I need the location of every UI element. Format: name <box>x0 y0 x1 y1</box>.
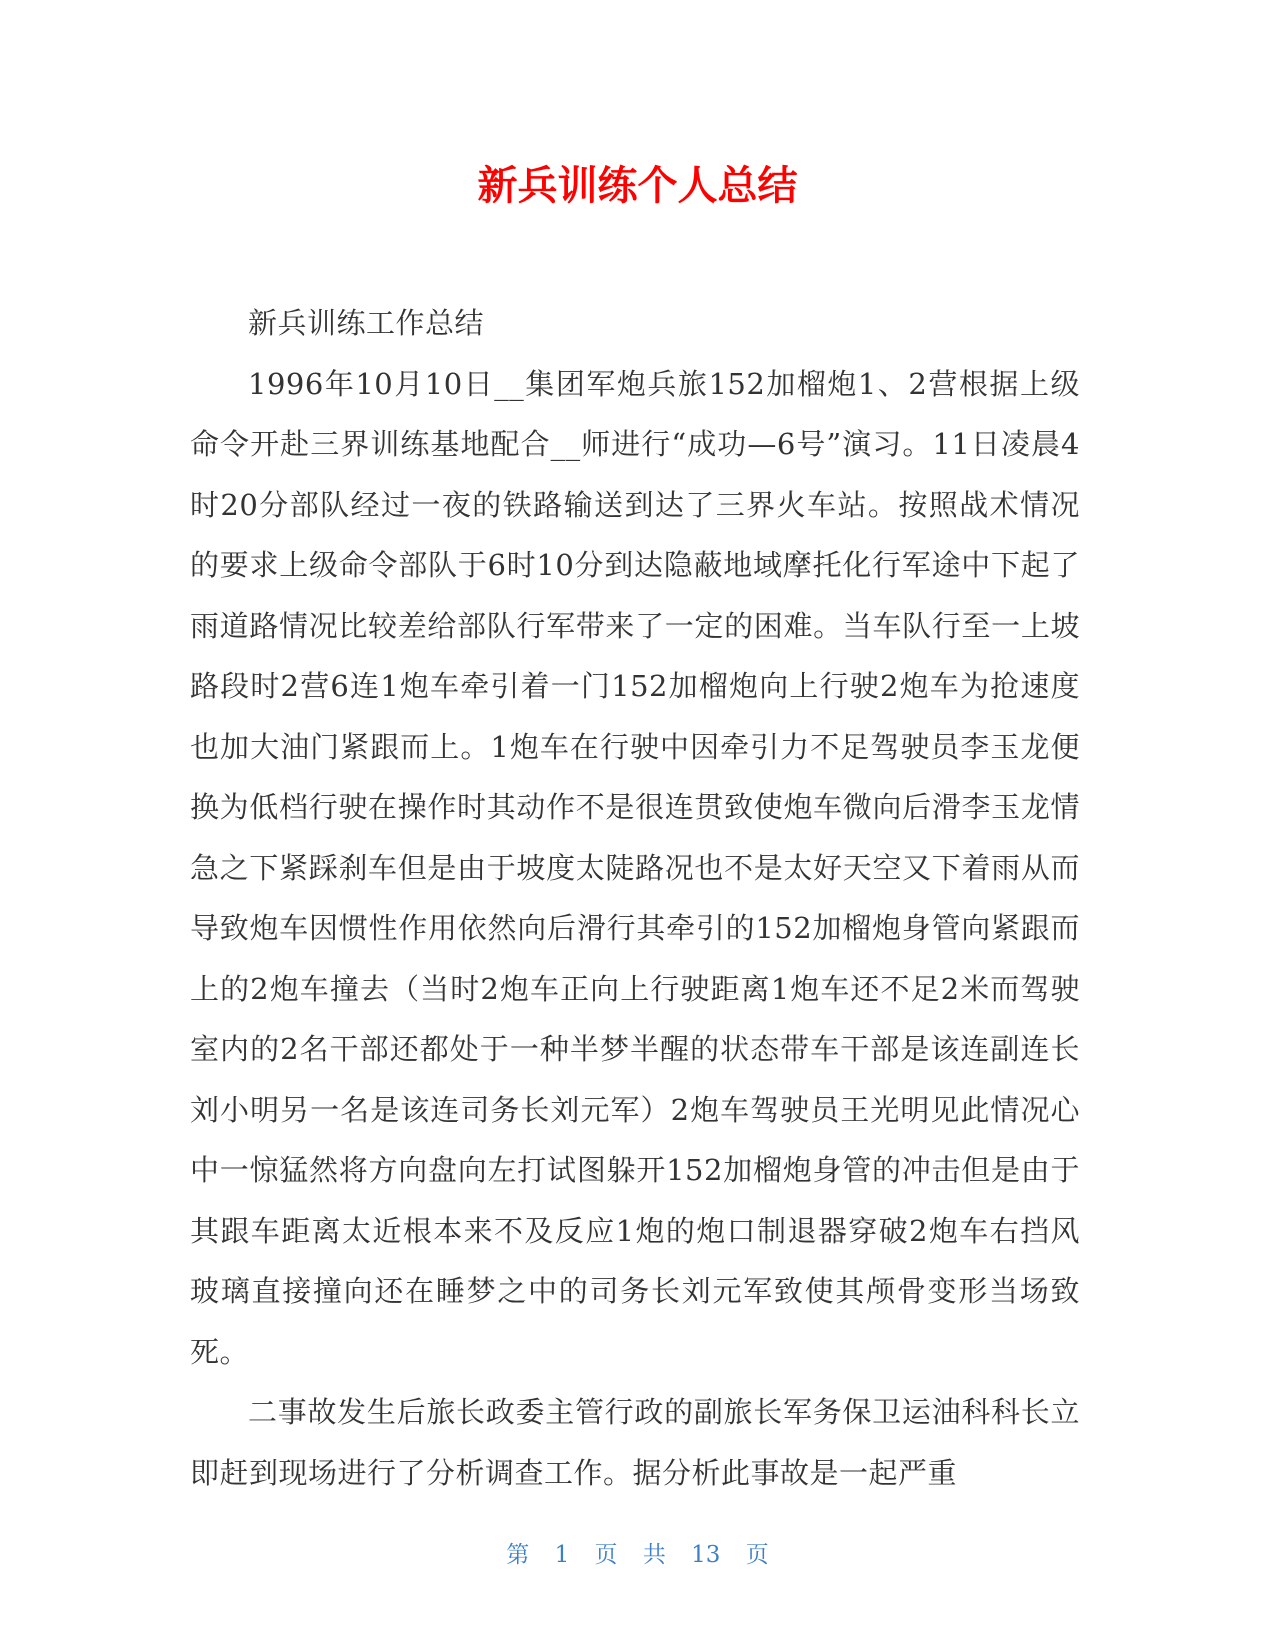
document-title: 新兵训练个人总结 <box>477 163 798 209</box>
footer-total-label: 共 <box>642 1542 666 1568</box>
footer-page-unit: 页 <box>594 1542 618 1568</box>
footer-total-pages: 13 <box>691 1542 721 1568</box>
paragraph-incident: 1996年10月10日__集团军炮兵旅152加榴炮1、2营根据上级命令开赴三界训练基地配合__师进行“成功—6号”演习。11日凌晨4时20分部队经过一夜的铁路输送到达了三界火车站。按照战术情况的要求上级命令部队于6时10分到达隐蔽地域摩托化行军途中下起了雨道路情况比较差给部队行军带来了一定的困难。当车队行至一上坡路段时2营6连1炮车牵引着一门152加榴炮向上行驶2炮车为抢速度也加大油门紧跟而上。1炮车在行驶中因牵引力不足驾驶员李玉龙便换为低档行驶在操作时其动作不是很连贯致使炮车微向后滑李玉龙情急之下紧踩刹车但是由于坡度太陡路况也不是太好天空又下着雨从而导致炮车因惯性作用依然向后滑行其牵引的152加榴炮身管向紧跟而上的2炮车撞去（当时2炮车正向上行驶距离1炮车还不足2米而驾驶室内的2名干部还都处于一种半梦半醒的状态带车干部是该连副连长刘小明另一名是该连司务长刘元军）2炮车驾驶员王光明见此情况心中一惊猛然将方向盘向左打试图躲开152加榴炮身管的冲击但是由于其跟车距离太近根本来不及反应1炮的炮口制退器穿破2炮车右挡风玻璃直接撞向还在睡梦之中的司务长刘元军致使其颅骨变形当场致死。 <box>190 366 1080 1369</box>
document-body <box>190 293 1080 1503</box>
footer-page-label: 第 <box>506 1542 530 1568</box>
paragraph-investigation: 二事故发生后旅长政委主管行政的副旅长军务保卫运油科科长立即赶到现场进行了分析调查工作。据分析此事故是一起严重 <box>190 1395 1080 1490</box>
footer-current-page: 1 <box>554 1542 570 1568</box>
page-footer <box>0 1540 1275 1570</box>
paragraph-subtitle: 新兵训练工作总结 <box>248 306 485 340</box>
footer-total-unit: 页 <box>745 1542 769 1568</box>
